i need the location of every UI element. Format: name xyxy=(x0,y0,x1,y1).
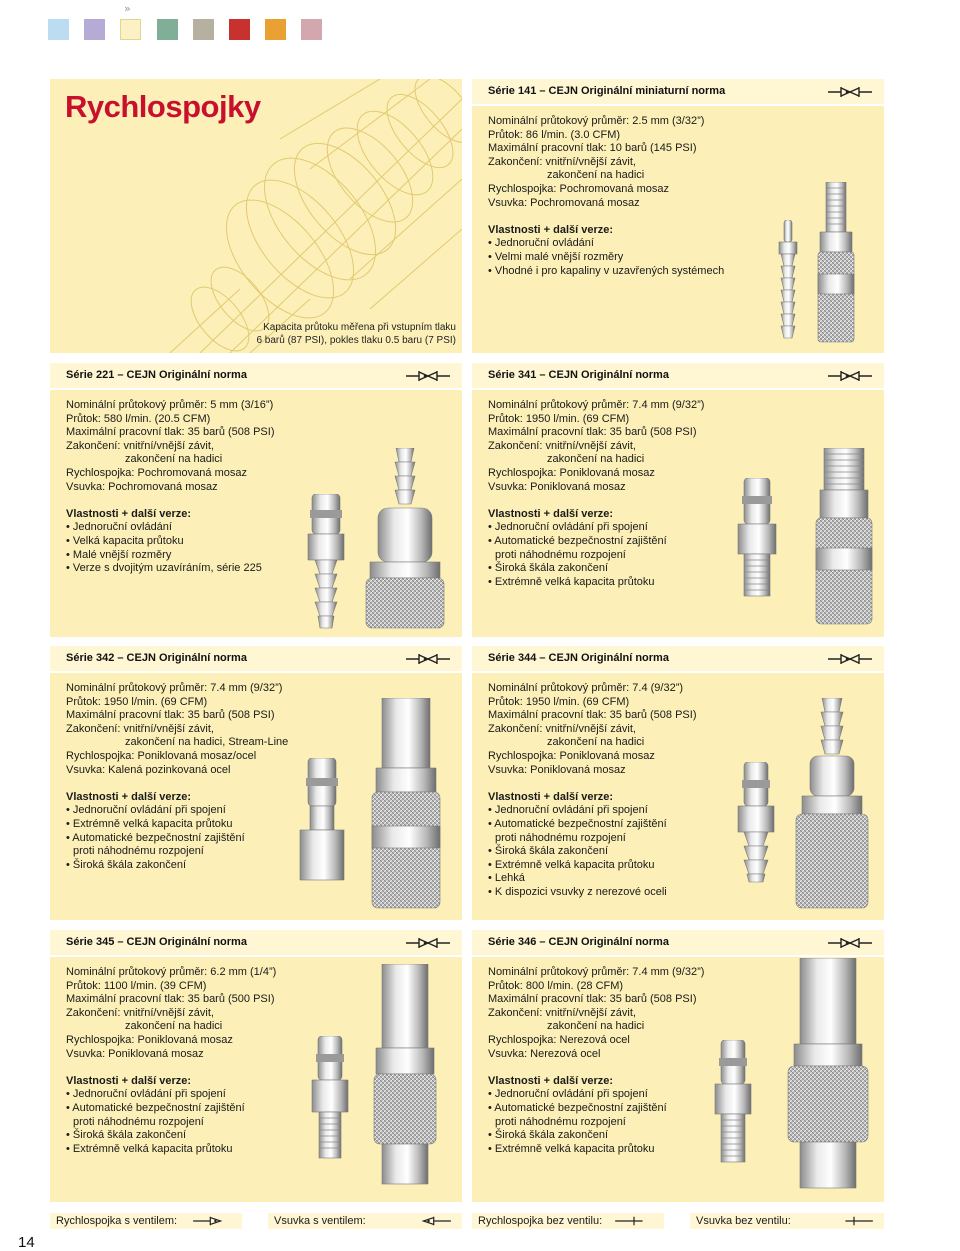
color-square-2 xyxy=(84,19,105,40)
spec-line: • Jednoruční ovládání xyxy=(66,521,172,534)
series-342-coupling-image xyxy=(370,698,442,910)
spacer xyxy=(66,494,274,508)
series-title: Série 342 – CEJN Originální norma xyxy=(66,652,247,664)
legend-nipple-without-valve: Vsuvka bez ventilu: xyxy=(690,1213,884,1229)
spec-line: • Malé vnější rozměry xyxy=(66,548,172,561)
card-header xyxy=(50,930,462,957)
spec-line: Rychlospojka: Nerezová ocel xyxy=(488,1033,630,1046)
spec-line: • Široká škála zakončení xyxy=(488,562,609,575)
color-square-8 xyxy=(301,19,322,40)
spec-line: Rychlospojka: Poniklovaná mosaz/ocel xyxy=(66,749,257,762)
spec-line: zakončení na hadici xyxy=(547,1020,645,1033)
series-342-nipple-image xyxy=(298,758,346,882)
flow-capacity-note: Kapacita průtoku měřena při vstupním tlaku 6 barů (87 PSI), pokles tlaku 0.5 baru (7 PSI) xyxy=(256,322,456,346)
spec-line: proti náhodnému rozpojení xyxy=(73,1115,204,1128)
spec-line: proti náhodnému rozpojení xyxy=(495,548,626,561)
series-specs xyxy=(488,399,704,589)
spec-line: Maximální pracovní tlak: 35 barů (508 PSI) xyxy=(488,426,697,439)
spec-line: Průtok: 1950 l/min. (69 CFM) xyxy=(66,695,208,708)
spec-line: • Automatické bezpečnostní zajištění xyxy=(66,831,245,844)
spec-line: • Široká škála zakončení xyxy=(488,845,609,858)
series-344-nipple-image xyxy=(736,762,776,884)
card-header xyxy=(50,646,462,673)
series-341-coupling-image xyxy=(812,448,876,628)
card-header xyxy=(472,363,884,390)
spec-line: Zakončení: vnitřní/vnější závit, xyxy=(488,1006,636,1019)
spec-line: Nominální průtokový průměr: 7.4 (9/32”) xyxy=(488,682,684,694)
nipple-with-valve-icon xyxy=(408,1215,456,1227)
spec-line: Průtok: 580 l/min. (20.5 CFM) xyxy=(66,412,211,425)
series-345-coupling-image xyxy=(372,964,438,1186)
features-heading: Vlastnosti + další verze: xyxy=(488,1074,614,1087)
coupling-pair-icon xyxy=(404,936,452,950)
spec-line: Rychlospojka: Pochromovaná mosaz xyxy=(488,182,669,195)
spec-line: • Automatické bezpečnostní zajištění xyxy=(488,817,667,830)
spec-line: zakončení na hadici xyxy=(547,453,645,466)
series-specs xyxy=(66,399,274,576)
spec-line: Maximální pracovní tlak: 35 barů (508 PSI) xyxy=(488,709,697,722)
spec-line: Maximální pracovní tlak: 35 barů (500 PSI) xyxy=(66,993,275,1006)
features-heading: Vlastnosti + další verze: xyxy=(66,1074,192,1087)
spec-line: • Automatické bezpečnostní zajištění xyxy=(488,534,667,547)
spacer xyxy=(488,777,696,791)
spec-line: zakončení na hadici xyxy=(547,736,645,749)
chevron-down-icon: » xyxy=(124,2,131,15)
spec-line: Vsuvka: Poniklovaná mosaz xyxy=(488,480,626,493)
spec-line: Maximální pracovní tlak: 10 barů (145 PSI) xyxy=(488,142,697,155)
coupling-pair-icon xyxy=(826,85,874,99)
spec-line: Vsuvka: Poniklovaná mosaz xyxy=(66,1047,204,1060)
spec-line: • Jednoruční ovládání při spojení xyxy=(66,1088,226,1101)
series-346-coupling-image xyxy=(786,958,870,1190)
spec-line: Nominální průtokový průměr: 2.5 mm (3/32”) xyxy=(488,115,705,127)
series-specs xyxy=(488,966,704,1156)
coupling-without-valve-icon xyxy=(610,1215,658,1227)
color-square-1 xyxy=(48,19,69,40)
spec-line: • Automatické bezpečnostní zajištění xyxy=(66,1101,245,1114)
spec-line: • Jednoruční ovládání při spojení xyxy=(66,804,226,817)
spec-line: Vsuvka: Nerezová ocel xyxy=(488,1047,601,1060)
features-heading: Vlastnosti + další verze: xyxy=(488,507,614,520)
legend-coupling-with-valve: Rychlospojka s ventilem: xyxy=(50,1213,242,1229)
spec-line: Rychlospojka: Pochromovaná mosaz xyxy=(66,466,247,479)
spec-line: • Automatické bezpečnostní zajištění xyxy=(488,1101,667,1114)
card-header xyxy=(472,646,884,673)
spec-line: • Jednoruční ovládání při spojení xyxy=(488,521,648,534)
series-specs xyxy=(488,115,724,278)
color-square-3 xyxy=(120,19,141,40)
spec-line: Rychlospojka: Poniklovaná mosaz xyxy=(66,1033,233,1046)
spacer xyxy=(488,210,724,224)
spec-line: • Jednoruční ovládání xyxy=(488,237,594,250)
coupling-pair-icon xyxy=(826,652,874,666)
series-141-coupling-image xyxy=(812,182,860,346)
spec-line: proti náhodnému rozpojení xyxy=(495,1115,626,1128)
coupling-pair-icon xyxy=(826,369,874,383)
spec-line: Nominální průtokový průměr: 6.2 mm (1/4”) xyxy=(66,966,277,978)
page-number: 14 xyxy=(18,1234,35,1251)
legend-nipple-with-valve: Vsuvka s ventilem: xyxy=(268,1213,462,1229)
hero-panel xyxy=(50,79,462,353)
spec-line: Vsuvka: Kalená pozinkovaná ocel xyxy=(66,763,231,776)
spec-line: Vsuvka: Pochromovaná mosaz xyxy=(488,196,640,209)
features-heading: Vlastnosti + další verze: xyxy=(66,507,192,520)
spec-line: Rychlospojka: Poniklovaná mosaz xyxy=(488,466,655,479)
spec-line: • Vhodné i pro kapaliny v uzavřených systémech xyxy=(488,264,725,277)
color-square-7 xyxy=(265,19,286,40)
spec-line: Nominální průtokový průměr: 7.4 mm (9/32”) xyxy=(488,399,705,411)
series-141-nipple-image xyxy=(776,220,800,344)
spec-line: Zakončení: vnitřní/vnější závit, xyxy=(488,155,636,168)
spacer xyxy=(488,1061,704,1075)
nipple-without-valve-icon xyxy=(830,1215,878,1227)
spec-line: • Extrémně velká kapacita průtoku xyxy=(66,817,233,830)
series-title: Série 221 – CEJN Originální norma xyxy=(66,369,247,381)
color-square-4 xyxy=(157,19,178,40)
spacer xyxy=(66,1061,276,1075)
series-344-coupling-image xyxy=(792,698,872,910)
spec-line: proti náhodnému rozpojení xyxy=(73,845,204,858)
spec-line: Zakončení: vnitřní/vnější závit, xyxy=(66,722,214,735)
spec-line: Vsuvka: Pochromovaná mosaz xyxy=(66,480,218,493)
spec-line: • Široká škála zakončení xyxy=(488,1129,609,1142)
spec-line: Rychlospojka: Poniklovaná mosaz xyxy=(488,749,655,762)
features-heading: Vlastnosti + další verze: xyxy=(66,790,192,803)
series-221-nipple-image xyxy=(306,494,346,630)
spec-line: proti náhodnému rozpojení xyxy=(495,831,626,844)
features-heading: Vlastnosti + další verze: xyxy=(488,223,614,236)
spec-line: Zakončení: vnitřní/vnější závit, xyxy=(66,439,214,452)
spec-line: • Extrémně velká kapacita průtoku xyxy=(488,1142,655,1155)
coupling-pair-icon xyxy=(404,652,452,666)
coupling-with-valve-icon xyxy=(188,1215,236,1227)
spec-line: • Extrémně velká kapacita průtoku xyxy=(66,1142,233,1155)
spec-line: • Velká kapacita průtoku xyxy=(66,534,184,547)
series-221-coupling-image xyxy=(360,448,450,630)
spec-line: • Verze s dvojitým uzavíráním, série 225 xyxy=(66,562,262,575)
page-title: Rychlospojky xyxy=(65,89,261,124)
spacer xyxy=(66,777,288,791)
series-title: Série 345 – CEJN Originální norma xyxy=(66,936,247,948)
spec-line: Zakončení: vnitřní/vnější závit, xyxy=(488,722,636,735)
card-header xyxy=(472,79,884,106)
spec-line: Maximální pracovní tlak: 35 barů (508 PSI) xyxy=(66,426,275,439)
spec-line: Maximální pracovní tlak: 35 barů (508 PSI) xyxy=(66,709,275,722)
spec-line: • Jednoruční ovládání při spojení xyxy=(488,1088,648,1101)
color-square-5 xyxy=(193,19,214,40)
spec-line: Průtok: 1950 l/min. (69 CFM) xyxy=(488,695,630,708)
series-title: Série 346 – CEJN Originální norma xyxy=(488,936,669,948)
series-title: Série 341 – CEJN Originální norma xyxy=(488,369,669,381)
spec-line: • Široká škála zakončení xyxy=(66,1129,187,1142)
spec-line: Nominální průtokový průměr: 7.4 mm (9/32”) xyxy=(488,966,705,978)
spec-line: • K dispozici vsuvky z nerezové oceli xyxy=(488,885,667,898)
coupling-pair-icon xyxy=(826,936,874,950)
spec-line: Průtok: 1950 l/min. (69 CFM) xyxy=(488,412,630,425)
series-title: Série 344 – CEJN Originální norma xyxy=(488,652,669,664)
spec-line: zakončení na hadici xyxy=(547,169,645,182)
series-title: Série 141 – CEJN Originální miniaturní norma xyxy=(488,85,726,97)
spec-line: Maximální pracovní tlak: 35 barů (508 PSI) xyxy=(488,993,697,1006)
spec-line: Průtok: 86 l/min. (3.0 CFM) xyxy=(488,128,621,141)
spec-line: Průtok: 1100 l/min. (39 CFM) xyxy=(66,979,207,992)
spec-line: Průtok: 800 l/min. (28 CFM) xyxy=(488,979,624,992)
spec-line: Nominální průtokový průměr: 5 mm (3/16”) xyxy=(66,399,274,411)
series-346-nipple-image xyxy=(712,1040,754,1164)
spec-line: • Velmi malé vnější rozměry xyxy=(488,250,624,263)
series-341-nipple-image xyxy=(736,478,778,598)
series-specs xyxy=(66,966,276,1156)
spec-line: zakončení na hadici xyxy=(125,453,223,466)
features-heading: Vlastnosti + další verze: xyxy=(488,790,614,803)
series-specs xyxy=(66,682,288,872)
card-header xyxy=(472,930,884,957)
spacer xyxy=(488,494,704,508)
coupling-pair-icon xyxy=(404,369,452,383)
legend-coupling-without-valve: Rychlospojka bez ventilu: xyxy=(472,1213,664,1229)
spec-line: • Jednoruční ovládání při spojení xyxy=(488,804,648,817)
spec-line: zakončení na hadici, Stream-Line xyxy=(125,736,289,749)
spec-line: Zakončení: vnitřní/vnější závit, xyxy=(66,1006,214,1019)
spec-line: • Extrémně velká kapacita průtoku xyxy=(488,858,655,871)
spec-line: • Lehká xyxy=(488,872,525,885)
card-header xyxy=(50,363,462,390)
spec-line: Nominální průtokový průměr: 7.4 mm (9/32”) xyxy=(66,682,283,694)
series-345-nipple-image xyxy=(310,1036,350,1160)
spec-line: Vsuvka: Poniklovaná mosaz xyxy=(488,763,626,776)
spec-line: • Extrémně velká kapacita průtoku xyxy=(488,575,655,588)
color-square-6 xyxy=(229,19,250,40)
spec-line: • Široká škála zakončení xyxy=(66,858,187,871)
series-specs xyxy=(488,682,696,900)
spec-line: zakončení na hadici xyxy=(125,1020,223,1033)
spec-line: Zakončení: vnitřní/vnější závit, xyxy=(488,439,636,452)
